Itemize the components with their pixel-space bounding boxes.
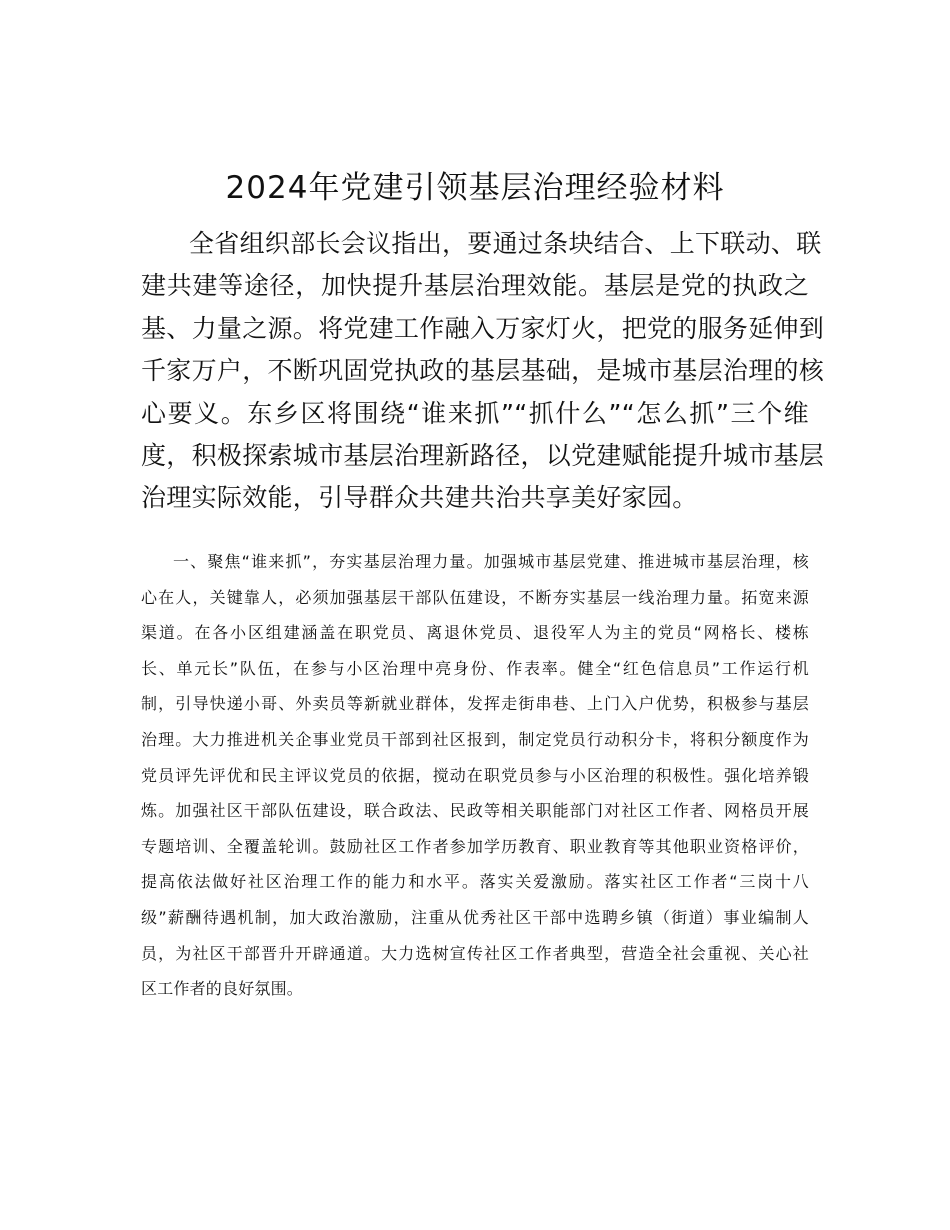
body-line: 一、聚焦“谁来抓”，夯实基层治理力量。加强城市基层党建、推进城市基层治理，核 <box>173 552 809 571</box>
body-line: 提高依法做好社区治理工作的能力和水平。落实关爱激励。落实社区工作者“三岗十八 <box>141 872 809 892</box>
body-line: 区工作者的良好氛围。 <box>141 979 304 999</box>
intro-line: 基、力量之源。将党建工作融入万家灯火，把党的服务延伸到 <box>141 313 825 343</box>
body-line: 心在人，关键靠人，必须加强基层干部队伍建设，不断夯实基层一线治理力量。拓宽来源 <box>141 587 809 607</box>
document-title: 2024年党建引领基层治理经验材料 <box>225 170 725 206</box>
intro-line: 建共建等途径，加快提升基层治理效能。基层是党的执政之 <box>141 271 809 301</box>
intro-line: 治理实际效能，引导群众共建共治共享美好家园。 <box>141 483 698 513</box>
body-line: 制，引导快递小哥、外卖员等新就业群体，发挥走街串巷、上门入户优势，积极参与基层 <box>141 694 809 714</box>
body-line: 治理。大力推进机关企事业党员干部到社区报到，制定党员行动积分卡，将积分额度作为 <box>141 729 809 749</box>
body-line: 员，为社区干部晋升开辟通道。大力选树宣传社区工作者典型，营造全社会重视、关心社 <box>141 943 809 963</box>
body-line: 专题培训、全覆盖轮训。鼓励社区工作者参加学历教育、职业教育等其他职业资格评价， <box>141 836 809 856</box>
intro-paragraph <box>141 223 825 520</box>
intro-line: 度，积极探索城市基层治理新路径，以党建赋能提升城市基层 <box>141 441 825 471</box>
body-line: 渠道。在各小区组建涵盖在职党员、离退休党员、退役军人为主的党员“网格长、楼栋 <box>141 623 809 643</box>
intro-line: 千家万户，不断巩固党执政的基层基础，是城市基层治理的核 <box>141 356 825 386</box>
body-line: 长、单元长”队伍，在参与小区治理中亮身份、作表率。健全“红色信息员”工作运行机 <box>141 658 809 678</box>
body-line: 党员评先评优和民主评议党员的依据，搅动在职党员参与小区治理的积极性。强化培养锻 <box>141 765 809 785</box>
intro-line: 心要义。东乡区将围绕“谁来抓”“抓什么”“怎么抓”三个维 <box>141 398 809 428</box>
body-line: 级”薪酬待遇机制，加大政治激励，注重从优秀社区干部中选聘乡镇（街道）事业编制人 <box>141 907 809 927</box>
body-line: 炼。加强社区干部队伍建设，联合政法、民政等相关职能部门对社区工作者、网格员开展 <box>141 801 809 821</box>
body-paragraph <box>141 544 809 1007</box>
intro-line: 全省组织部长会议指出，要通过条块结合、上下联动、联 <box>189 229 822 258</box>
